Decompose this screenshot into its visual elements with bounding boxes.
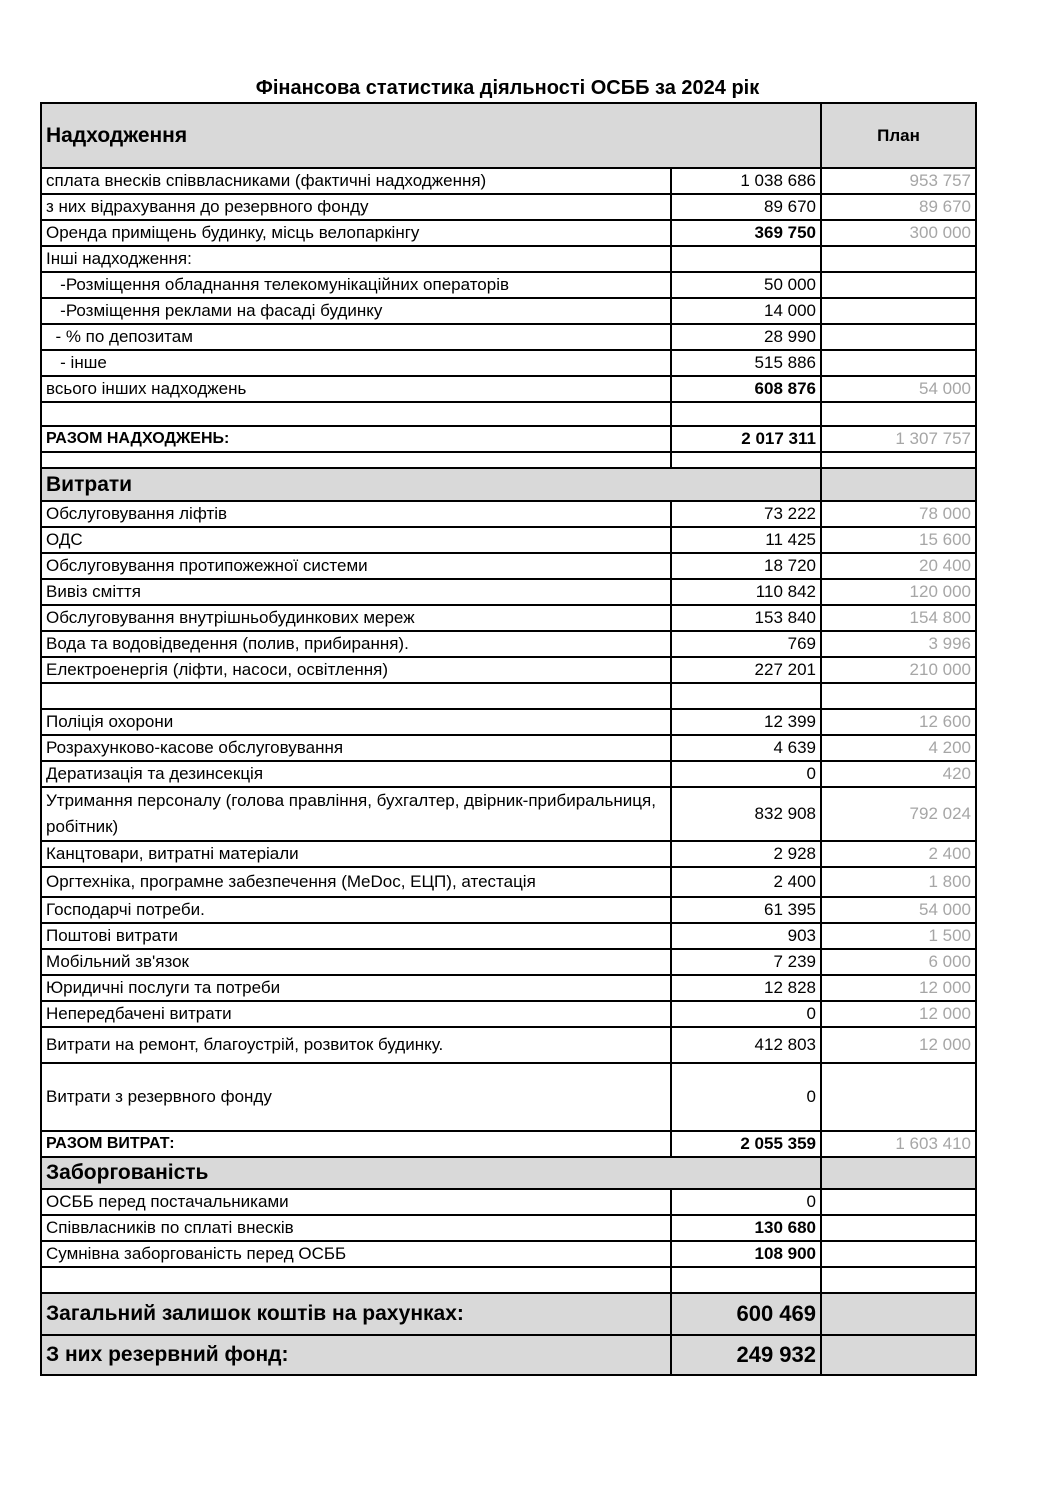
row-value: 14 000 bbox=[671, 298, 821, 324]
row-label: Мобільний зв'язок bbox=[41, 949, 671, 975]
table-row bbox=[41, 272, 976, 298]
reserve-label: З них резервний фонд: bbox=[41, 1335, 671, 1375]
row-plan: 12 000 bbox=[821, 975, 976, 1001]
row-value: 73 222 bbox=[671, 501, 821, 527]
table-row bbox=[41, 631, 976, 657]
row-plan: 1 800 bbox=[821, 867, 976, 897]
row-plan: 15 600 bbox=[821, 527, 976, 553]
table-row bbox=[41, 923, 976, 949]
row-value: 608 876 bbox=[671, 376, 821, 402]
expenses-total-label: РАЗОМ ВИТРАТ: bbox=[41, 1131, 671, 1157]
table-row bbox=[41, 1027, 976, 1063]
table-row bbox=[41, 605, 976, 631]
balance-value: 600 469 bbox=[671, 1293, 821, 1335]
row-label: ОСББ перед постачальниками bbox=[41, 1189, 671, 1215]
income-total-plan: 1 307 757 bbox=[821, 426, 976, 452]
row-label: Розрахунково-касове обслуговування bbox=[41, 735, 671, 761]
row-value: 1 038 686 bbox=[671, 168, 821, 194]
row-label: ОДС bbox=[41, 527, 671, 553]
table-row bbox=[41, 246, 976, 272]
table-row bbox=[41, 761, 976, 787]
row-plan: 54 000 bbox=[821, 897, 976, 923]
row-value: 7 239 bbox=[671, 949, 821, 975]
row-label: Обслуговування ліфтів bbox=[41, 501, 671, 527]
row-plan: 154 800 bbox=[821, 605, 976, 631]
row-value: 18 720 bbox=[671, 553, 821, 579]
row-label: Оргтехніка, програмне забезпечення (MeDoc, ЕЦП), атестація bbox=[41, 867, 671, 897]
expenses-total-plan: 1 603 410 bbox=[821, 1131, 976, 1157]
table-row bbox=[41, 376, 976, 402]
row-value: 412 803 bbox=[671, 1027, 821, 1063]
row-plan: 120 000 bbox=[821, 579, 976, 605]
row-plan: 420 bbox=[821, 761, 976, 787]
income-total-label: РАЗОМ НАДХОДЖЕНЬ: bbox=[41, 426, 671, 452]
row-plan: 89 670 bbox=[821, 194, 976, 220]
row-value: 832 908 bbox=[671, 787, 821, 841]
debts-header-row bbox=[41, 1157, 976, 1189]
debts-heading: Заборгованість bbox=[41, 1157, 821, 1189]
row-label: Поштові витрати bbox=[41, 923, 671, 949]
row-label: Обслуговування протипожежної системи bbox=[41, 553, 671, 579]
row-label: -Розміщення реклами на фасаді будинку bbox=[41, 298, 671, 324]
row-label: Електроенергія (ліфти, насоси, освітлення) bbox=[41, 657, 671, 683]
row-plan: 12 000 bbox=[821, 1027, 976, 1063]
table-row bbox=[41, 553, 976, 579]
row-value: 903 bbox=[671, 923, 821, 949]
row-label: Юридичні послуги та потреби bbox=[41, 975, 671, 1001]
row-label: Вода та водовідведення (полив, прибирання). bbox=[41, 631, 671, 657]
table-row bbox=[41, 194, 976, 220]
row-label: Обслуговування внутрішньобудинкових мереж bbox=[41, 605, 671, 631]
row-label: сплата внесків співвласниками (фактичні надходження) bbox=[41, 168, 671, 194]
table-row bbox=[41, 1241, 976, 1267]
row-value: 108 900 bbox=[671, 1241, 821, 1267]
row-value: 153 840 bbox=[671, 605, 821, 631]
row-value bbox=[671, 246, 821, 272]
row-plan: 4 200 bbox=[821, 735, 976, 761]
row-plan: 6 000 bbox=[821, 949, 976, 975]
income-total-value: 2 017 311 bbox=[671, 426, 821, 452]
row-plan: 12 600 bbox=[821, 709, 976, 735]
row-label: Оренда приміщень будинку, місць велопаркінгу bbox=[41, 220, 671, 246]
row-value: 11 425 bbox=[671, 527, 821, 553]
empty-row bbox=[41, 1267, 976, 1293]
row-label: Інші надходження: bbox=[41, 246, 671, 272]
row-plan bbox=[821, 1189, 976, 1215]
table-row bbox=[41, 657, 976, 683]
table-row bbox=[41, 324, 976, 350]
row-value: 12 399 bbox=[671, 709, 821, 735]
row-label: всього інших надходжень bbox=[41, 376, 671, 402]
row-value: 2 928 bbox=[671, 841, 821, 867]
row-value: 0 bbox=[671, 1189, 821, 1215]
row-plan: 953 757 bbox=[821, 168, 976, 194]
table-row bbox=[41, 867, 976, 897]
row-value: 769 bbox=[671, 631, 821, 657]
row-value: 89 670 bbox=[671, 194, 821, 220]
row-value: 28 990 bbox=[671, 324, 821, 350]
table-row bbox=[41, 975, 976, 1001]
row-plan bbox=[821, 1215, 976, 1241]
row-plan: 2 400 bbox=[821, 841, 976, 867]
row-plan: 20 400 bbox=[821, 553, 976, 579]
row-label: Непередбачені витрати bbox=[41, 1001, 671, 1027]
row-label: Канцтовари, витратні матеріали bbox=[41, 841, 671, 867]
income-header-row bbox=[41, 103, 976, 168]
row-value: 110 842 bbox=[671, 579, 821, 605]
table-row bbox=[41, 1189, 976, 1215]
table-row bbox=[41, 949, 976, 975]
table-row bbox=[41, 168, 976, 194]
row-value: 227 201 bbox=[671, 657, 821, 683]
row-label: Утримання персоналу (голова правління, бухгалтер, двірник-прибиральниця, робітник) bbox=[41, 787, 671, 841]
row-label: Витрати з резервного фонду bbox=[41, 1063, 671, 1131]
row-label: з них відрахування до резервного фонду bbox=[41, 194, 671, 220]
row-label: - % по депозитам bbox=[41, 324, 671, 350]
income-heading: Надходження bbox=[41, 103, 821, 168]
row-value: 61 395 bbox=[671, 897, 821, 923]
expenses-total-row bbox=[41, 1131, 976, 1157]
reserve-value: 249 932 bbox=[671, 1335, 821, 1375]
row-value: 4 639 bbox=[671, 735, 821, 761]
table-row bbox=[41, 1063, 976, 1131]
row-plan bbox=[821, 1241, 976, 1267]
balance-row bbox=[41, 1293, 976, 1335]
plan-heading: План bbox=[821, 103, 976, 168]
table-row bbox=[41, 787, 976, 841]
empty-row bbox=[41, 683, 976, 709]
row-plan bbox=[821, 246, 976, 272]
row-plan bbox=[821, 298, 976, 324]
row-label: Витрати на ремонт, благоустрій, розвиток будинку. bbox=[41, 1027, 671, 1063]
table-row bbox=[41, 298, 976, 324]
row-value: 0 bbox=[671, 761, 821, 787]
table-row bbox=[41, 350, 976, 376]
row-value: 0 bbox=[671, 1063, 821, 1131]
row-value: 50 000 bbox=[671, 272, 821, 298]
row-plan: 12 000 bbox=[821, 1001, 976, 1027]
row-plan: 1 500 bbox=[821, 923, 976, 949]
row-plan bbox=[821, 350, 976, 376]
row-label: -Розміщення обладнання телекомунікаційних операторів bbox=[41, 272, 671, 298]
row-label: Вивіз сміття bbox=[41, 579, 671, 605]
table-row bbox=[41, 501, 976, 527]
row-value: 12 828 bbox=[671, 975, 821, 1001]
row-plan: 3 996 bbox=[821, 631, 976, 657]
row-label: Співвласників по сплаті внесків bbox=[41, 1215, 671, 1241]
table-row bbox=[41, 897, 976, 923]
row-value: 515 886 bbox=[671, 350, 821, 376]
row-plan bbox=[821, 324, 976, 350]
row-label: - інше bbox=[41, 350, 671, 376]
row-plan: 78 000 bbox=[821, 501, 976, 527]
table-row bbox=[41, 841, 976, 867]
table-row bbox=[41, 709, 976, 735]
table-row bbox=[41, 579, 976, 605]
row-plan: 792 024 bbox=[821, 787, 976, 841]
row-plan bbox=[821, 272, 976, 298]
empty-row bbox=[41, 452, 976, 468]
row-plan: 54 000 bbox=[821, 376, 976, 402]
table-row bbox=[41, 735, 976, 761]
balance-label: Загальний залишок коштів на рахунках: bbox=[41, 1293, 671, 1335]
table-row bbox=[41, 527, 976, 553]
row-value: 0 bbox=[671, 1001, 821, 1027]
expenses-header-row bbox=[41, 468, 976, 501]
row-label: Господарчі потреби. bbox=[41, 897, 671, 923]
table-row bbox=[41, 1215, 976, 1241]
row-value: 2 400 bbox=[671, 867, 821, 897]
table-row bbox=[41, 1001, 976, 1027]
row-label: Дератизація та дезинсекція bbox=[41, 761, 671, 787]
income-total-row bbox=[41, 426, 976, 452]
row-plan: 300 000 bbox=[821, 220, 976, 246]
row-label: Сумнівна заборгованість перед ОСББ bbox=[41, 1241, 671, 1267]
expenses-total-value: 2 055 359 bbox=[671, 1131, 821, 1157]
row-plan: 210 000 bbox=[821, 657, 976, 683]
table-row bbox=[41, 220, 976, 246]
reserve-row bbox=[41, 1335, 976, 1375]
expenses-heading: Витрати bbox=[41, 468, 821, 501]
finance-table bbox=[40, 102, 977, 1376]
row-plan bbox=[821, 1063, 976, 1131]
row-value: 130 680 bbox=[671, 1215, 821, 1241]
empty-row bbox=[41, 402, 976, 426]
row-value: 369 750 bbox=[671, 220, 821, 246]
page-title: Фінансова статистика діяльності ОСББ за 2024 рік bbox=[255, 77, 760, 99]
row-label: Поліція охорони bbox=[41, 709, 671, 735]
